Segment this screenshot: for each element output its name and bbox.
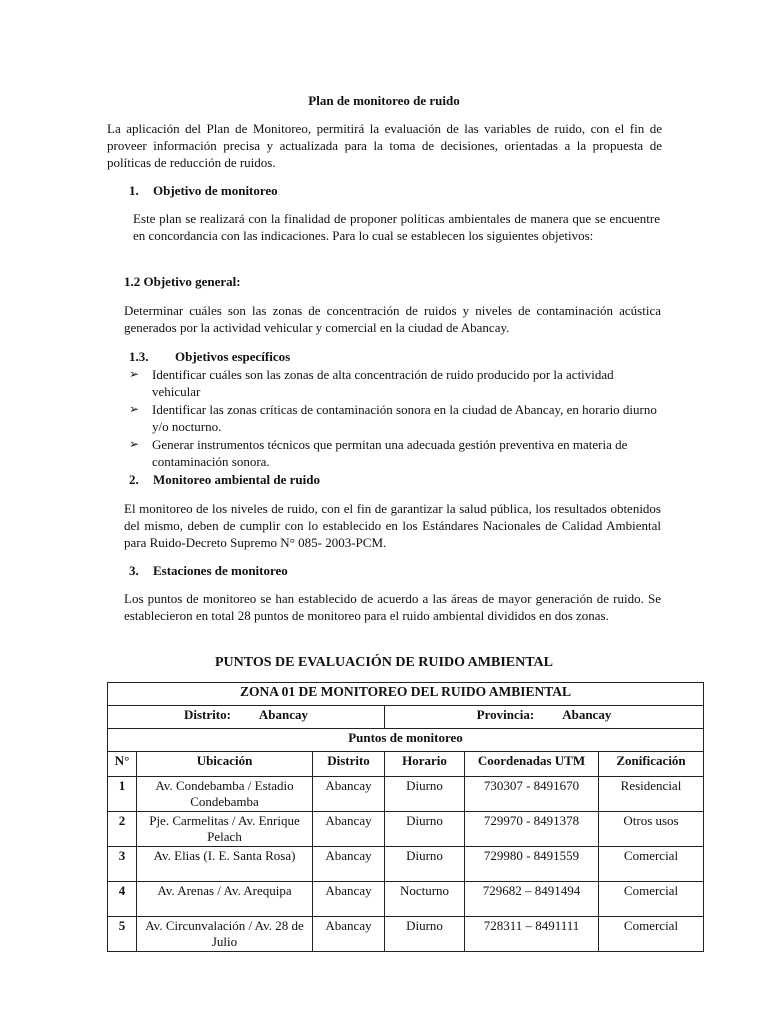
arrow-bullet-icon: ➢ bbox=[129, 367, 140, 381]
table-title: PUNTOS DE EVALUACIÓN DE RUIDO AMBIENTAL bbox=[214, 655, 553, 670]
cell-distrito: Abancay bbox=[313, 812, 385, 847]
cell-distrito: Abancay bbox=[313, 777, 385, 812]
table-header-row bbox=[108, 752, 704, 777]
objective-bullet-2 bbox=[129, 401, 661, 435]
section-1-title: Objetivo de monitoreo bbox=[153, 183, 278, 198]
arrow-bullet-icon: ➢ bbox=[129, 437, 140, 451]
header-ubicacion: Ubicación bbox=[137, 752, 313, 777]
section-3-heading bbox=[129, 563, 288, 579]
cell-coordenadas: 730307 - 8491670 bbox=[465, 777, 599, 812]
section-1-2-text: Determinar cuáles son las zonas de concentración de ruidos y niveles de contaminación acústica generados por la actividad vehicular y comercial en la ciudad de Abancay. bbox=[124, 303, 661, 335]
objective-bullet-text: Generar instrumentos técnicos que permitan una adecuada gestión preventiva en materia de contaminación sonora. bbox=[152, 437, 628, 469]
cell-number: 3 bbox=[108, 847, 137, 882]
cell-coordenadas: 729980 - 8491559 bbox=[465, 847, 599, 882]
table-row bbox=[108, 847, 704, 882]
provincia-cell bbox=[385, 706, 704, 729]
section-1-3-number: 1.3. bbox=[129, 349, 149, 364]
section-1-2-heading: 1.2 Objetivo general: bbox=[124, 274, 241, 289]
cell-distrito: Abancay bbox=[313, 847, 385, 882]
location-row bbox=[108, 706, 704, 729]
table-row bbox=[108, 882, 704, 917]
zone-row bbox=[108, 683, 704, 706]
cell-zonificacion: Residencial bbox=[599, 777, 704, 812]
objective-bullet-text: Identificar las zonas críticas de contaminación sonora en la ciudad de Abancay, en horario diurno y/o nocturno. bbox=[152, 402, 657, 434]
section-2-text: El monitoreo de los niveles de ruido, con el fin de garantizar la salud pública, los resultados obtenidos del mismo, deben de cumplir con lo establecido en los Estándares Nacionales de Calidad Ambiental para Ruido-Decreto Supremo N° 085- 2003-PCM. bbox=[124, 501, 661, 550]
distrito-value: Abancay bbox=[258, 707, 309, 722]
table-row bbox=[108, 812, 704, 847]
header-distrito: Distrito bbox=[313, 752, 385, 777]
cell-number: 5 bbox=[108, 917, 137, 952]
cell-horario: Nocturno bbox=[385, 882, 465, 917]
arrow-bullet-icon: ➢ bbox=[129, 402, 140, 416]
cell-zonificacion: Comercial bbox=[599, 917, 704, 952]
section-2-heading bbox=[129, 472, 320, 488]
objective-bullet-3 bbox=[129, 436, 661, 470]
cell-ubicacion: Av. Arenas / Av. Arequipa bbox=[137, 882, 313, 917]
cell-ubicacion: Av. Condebamba / Estadio Condebamba bbox=[137, 777, 313, 812]
section-1-heading bbox=[129, 183, 278, 199]
cell-horario: Diurno bbox=[385, 812, 465, 847]
cell-coordenadas: 728311 – 8491111 bbox=[465, 917, 599, 952]
provincia-label: Provincia: bbox=[476, 707, 535, 722]
objective-bullet-1 bbox=[129, 366, 661, 400]
cell-horario: Diurno bbox=[385, 917, 465, 952]
cell-zonificacion: Comercial bbox=[599, 847, 704, 882]
document-title: Plan de monitoreo de ruido bbox=[308, 93, 460, 108]
points-label: Puntos de monitoreo bbox=[108, 729, 704, 752]
table-row bbox=[108, 777, 704, 812]
cell-zonificacion: Comercial bbox=[599, 882, 704, 917]
cell-horario: Diurno bbox=[385, 847, 465, 882]
cell-distrito: Abancay bbox=[313, 917, 385, 952]
cell-horario: Diurno bbox=[385, 777, 465, 812]
section-1-number: 1. bbox=[129, 183, 139, 198]
section-3-text: Los puntos de monitoreo se han establecido de acuerdo a las áreas de mayor generación de ruido. Se establecieron en total 28 puntos de monitoreo para el ruido ambiental divididos en dos zonas. bbox=[124, 591, 661, 623]
objective-bullet-text: Identificar cuáles son las zonas de alta concentración de ruido producido por la actividad vehicular bbox=[152, 367, 614, 399]
cell-number: 4 bbox=[108, 882, 137, 917]
section-1-3-heading bbox=[129, 349, 290, 365]
cell-number: 2 bbox=[108, 812, 137, 847]
cell-coordenadas: 729682 – 8491494 bbox=[465, 882, 599, 917]
cell-distrito: Abancay bbox=[313, 882, 385, 917]
header-number: N° bbox=[108, 752, 137, 777]
zone-title: ZONA 01 DE MONITOREO DEL RUIDO AMBIENTAL bbox=[108, 683, 704, 706]
intro-paragraph: La aplicación del Plan de Monitoreo, permitirá la evaluación de las variables de ruido, con el fin de proveer información precisa y actualizada para la toma de decisiones, orientadas a la propuesta de políticas de reducción de ruidos. bbox=[107, 121, 662, 170]
section-1-text: Este plan se realizará con la finalidad de proponer políticas ambientales de manera que se encuentre en concordancia con las indicaciones. Para lo cual se establecen los siguientes objetivos: bbox=[133, 211, 660, 243]
cell-ubicacion: Av. Elias (I. E. Santa Rosa) bbox=[137, 847, 313, 882]
provincia-value: Abancay bbox=[562, 707, 612, 722]
distrito-label: Distrito: bbox=[183, 707, 231, 722]
cell-ubicacion: Av. Circunvalación / Av. 28 de Julio bbox=[137, 917, 313, 952]
section-2-number: 2. bbox=[129, 472, 139, 487]
cell-coordenadas: 729970 - 8491378 bbox=[465, 812, 599, 847]
header-coordenadas: Coordenadas UTM bbox=[465, 752, 599, 777]
section-2-title: Monitoreo ambiental de ruido bbox=[153, 472, 320, 487]
section-3-number: 3. bbox=[129, 563, 139, 578]
monitoring-points-table bbox=[107, 682, 704, 952]
table-row bbox=[108, 917, 704, 952]
section-3-title: Estaciones de monitoreo bbox=[153, 563, 288, 578]
cell-zonificacion: Otros usos bbox=[599, 812, 704, 847]
header-horario: Horario bbox=[385, 752, 465, 777]
header-zonificacion: Zonificación bbox=[599, 752, 704, 777]
section-1-3-title: Objetivos específicos bbox=[175, 349, 291, 364]
cell-number: 1 bbox=[108, 777, 137, 812]
cell-ubicacion: Pje. Carmelitas / Av. Enrique Pelach bbox=[137, 812, 313, 847]
distrito-cell bbox=[108, 706, 385, 729]
points-label-row bbox=[108, 729, 704, 752]
